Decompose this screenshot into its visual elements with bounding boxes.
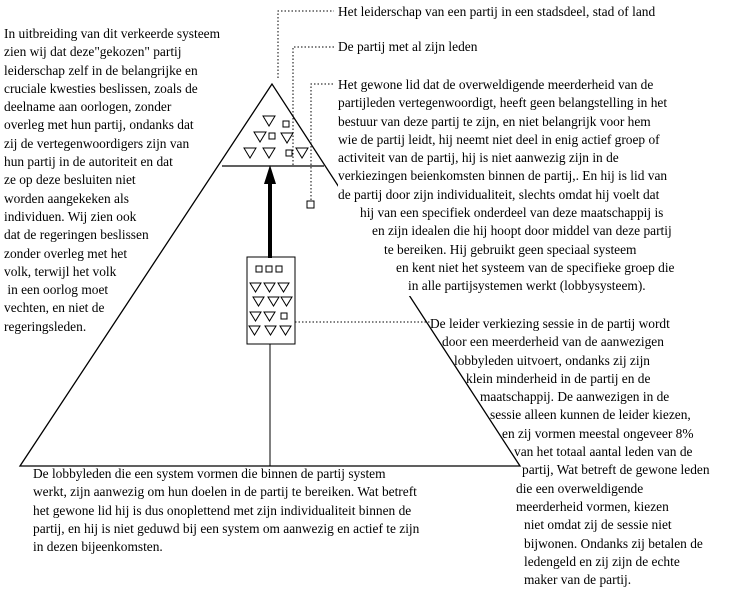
leader-triangle-5 <box>263 148 275 158</box>
callout-top <box>278 11 334 78</box>
left-line: hun partij in de autoriteit en dat <box>4 154 173 170</box>
leader-line: klein minderheid in de partij en de <box>466 370 651 386</box>
leader-line: sessie alleen kunnen de leider kiezen, <box>490 407 691 423</box>
leader-line: niet omdat zij de sessie niet <box>524 517 672 533</box>
left-line: volk, terwijl het volk <box>4 263 117 279</box>
member-line: in alle partijsystemen werkt (lobbysysteem). <box>408 278 646 294</box>
leader-election-paragraph <box>430 315 710 589</box>
member-line: de partij door zijn individualiteit, slechts omdat hij voelt dat <box>338 186 660 202</box>
leader-line: maatschappij. De aanwezigen in de <box>480 389 670 405</box>
leader-triangle-3 <box>281 133 293 143</box>
leader-square-2 <box>269 133 275 139</box>
left-line: zonder overleg met het <box>4 245 128 261</box>
label-party: De partij met al zijn leden <box>338 38 477 56</box>
left-line: deelname aan oorlogen, zonder <box>4 99 172 115</box>
member-line: Het gewone lid dat de overweldigende meerderheid van de <box>338 77 654 92</box>
left-line: vechten, en niet de <box>4 300 105 316</box>
leader-triangle-2 <box>254 132 266 142</box>
lobby-line: De lobbyleden die een system vormen die binnen de partij system <box>33 466 386 481</box>
left-line: individuen. Wij zien ook <box>4 208 137 224</box>
leader-line: en zij vormen meestal ongeveer 8% <box>502 425 694 441</box>
left-line: In uitbreiding van dit verkeerde systeem <box>4 26 221 41</box>
leader-line: De leider verkiezing sessie in de partij wordt <box>430 316 670 331</box>
leader-line: bijwonen. Ondanks zij betalen de <box>524 535 703 551</box>
leader-square-3 <box>286 150 292 156</box>
influence-arrow-head <box>264 165 276 184</box>
left-line: ze op deze besluiten niet <box>4 172 136 188</box>
left-line: cruciale kwesties beslissen, zoals de <box>4 80 198 96</box>
left-paragraph <box>4 25 220 336</box>
member-paragraph <box>338 76 675 296</box>
lobby-line: het gewone lid hij is dus onoplettend met zijn individualiteit binnen de <box>33 502 412 518</box>
leader-line: maker van de partij. <box>524 572 632 588</box>
leader-line: ledengeld en zij zijn de echte <box>524 553 680 569</box>
member-line: hij van een specifiek onderdeel van deze maatschappij is <box>360 205 664 221</box>
left-line: zien wij dat deze"gekozen" partij <box>4 44 182 60</box>
callout-member <box>311 84 334 200</box>
leader-line: die een overweldigende <box>516 480 644 496</box>
leader-triangle-6 <box>296 148 308 158</box>
leader-line: van het totaal aantal leden van de <box>514 444 693 460</box>
lobby-line: werkt, zijn aanwezig om hun doelen in de partij te bereiken. Wat betreft <box>33 484 417 500</box>
leader-line: lobbyleden uitvoert, ondanks zij zijn <box>454 352 650 368</box>
left-line: overleg met hun partij, ondanks dat <box>4 117 194 133</box>
lobby-line: in dezen bijeenkomsten. <box>33 539 163 555</box>
leader-square-1 <box>283 121 289 127</box>
leader-line: door een meerderheid van de aanwezigen <box>442 334 664 350</box>
left-line: leiderschap zelf in de belangrijke en <box>4 62 198 78</box>
member-line: partijleden vertegenwoordigt, heeft geen belangstelling in het <box>338 95 668 111</box>
left-line: worden aangekeken als <box>4 190 129 206</box>
left-line: in een oorlog moet <box>4 282 109 298</box>
lobby-paragraph <box>33 465 419 556</box>
leader-line: meerderheid vormen, kiezen <box>516 498 669 514</box>
leader-triangle-4 <box>244 148 256 158</box>
leader-line: partij, Wat betreft de gewone leden <box>522 462 710 478</box>
member-marker <box>307 201 314 208</box>
leader-triangle-1 <box>263 116 275 126</box>
member-line: verkiezingen beienkomsten binnen de partij,. En hij is lid van <box>338 168 668 184</box>
left-line: zij de vertegenwoordigers zijn van <box>4 135 190 151</box>
leadership-symbols <box>244 116 308 158</box>
label-leadership: Het leiderschap van een partij in een stadsdeel, stad of land <box>338 3 655 21</box>
left-line: regeringsleden. <box>4 318 87 334</box>
member-line: activiteit van de partij, hij is niet aanwezig zijn in de <box>338 150 619 166</box>
member-line: wie de partij leidt, hij neemt niet deel in enig actief groep of <box>338 131 660 147</box>
member-line: bestuur van deze partij te zijn, en niet belangrijk voor hem <box>338 113 651 129</box>
lobby-line: partij, en hij is niet geduwd bij een system om aanwezig en actief te zijn <box>33 520 420 536</box>
left-line: dat de regeringen beslissen <box>4 227 149 243</box>
member-line: en zijn idealen die hij hoopt door middel van deze partij <box>372 223 672 239</box>
member-line: en kent niet het systeem van de specifieke groep die <box>396 259 675 275</box>
member-line: te bereiken. Hij gebruikt geen speciaal systeem <box>384 241 637 257</box>
